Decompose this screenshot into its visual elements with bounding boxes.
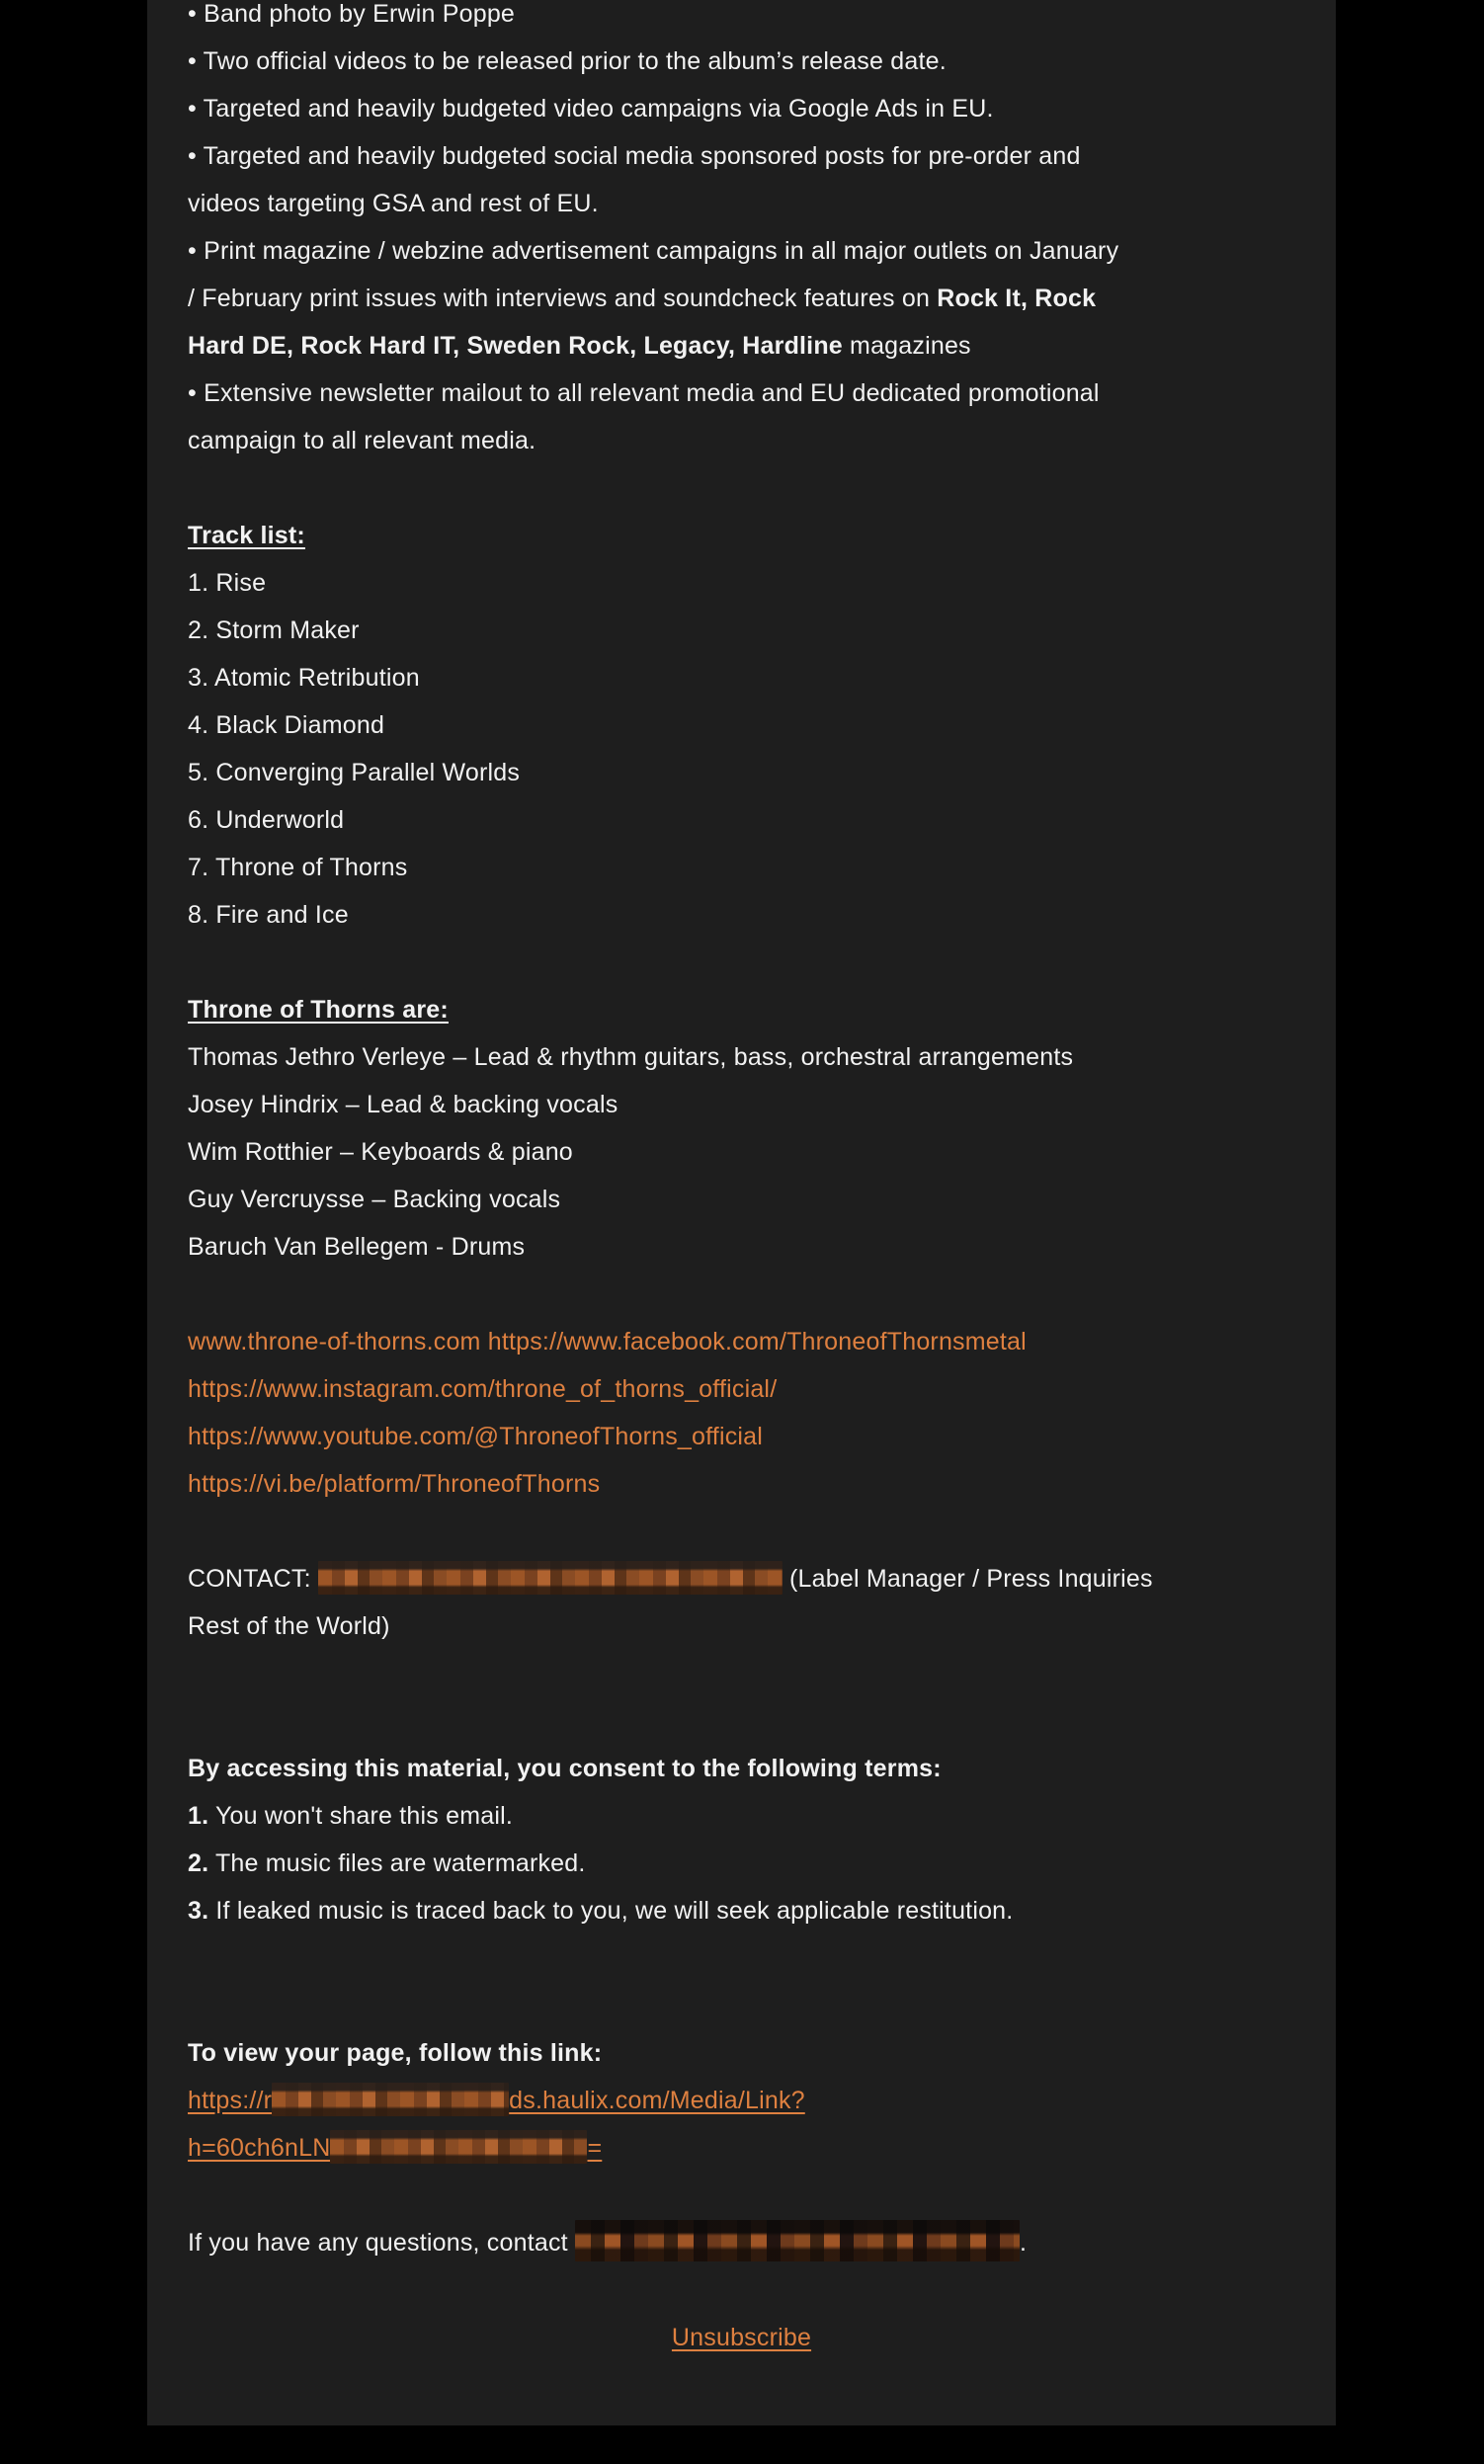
text-segment: Guy Vercruysse – Backing vocals — [188, 1186, 561, 1213]
text-line — [188, 2077, 1295, 2124]
text-line — [188, 2266, 1295, 2314]
text-segment: Hard DE, Rock Hard IT, Sweden Rock, Legacy, Hardline — [188, 332, 843, 360]
text-line — [188, 38, 1295, 85]
haulix-media-link[interactable]: ds.haulix.com/Media/Link? — [509, 2087, 805, 2114]
text-segment: . — [1019, 2229, 1028, 2257]
text-line — [188, 132, 1295, 180]
unsubscribe-link[interactable]: Unsubscribe — [671, 2324, 812, 2351]
text-segment: 3. Atomic Retribution — [188, 664, 420, 692]
text-line — [188, 796, 1295, 844]
text-segment: 8. Fire and Ice — [188, 901, 349, 929]
text-segment: If you have any questions, contact — [188, 2229, 575, 2257]
text-line — [188, 275, 1295, 322]
text-line — [188, 939, 1295, 986]
text-line — [188, 1982, 1295, 2029]
text-line — [188, 1223, 1295, 1271]
website-link[interactable]: www.throne-of-thorns.com — [188, 1328, 481, 1355]
text-line — [188, 1792, 1295, 1840]
text-segment: 4. Black Diamond — [188, 711, 385, 739]
redacted-contact-email[interactable] — [318, 1561, 783, 1595]
text-segment: 5. Converging Parallel Worlds — [188, 759, 521, 786]
text-segment — [481, 1328, 488, 1355]
text-segment: Track list: — [188, 522, 305, 549]
redacted-url-part — [272, 2083, 509, 2116]
text-line — [188, 85, 1295, 132]
text-line — [188, 2124, 1295, 2172]
text-segment: • Targeted and heavily budgeted social media sponsored posts for pre-order and — [188, 142, 1081, 170]
text-segment: 2. Storm Maker — [188, 616, 360, 644]
text-line — [188, 464, 1295, 512]
text-line — [188, 1508, 1295, 1555]
vibe-link[interactable]: https://vi.be/platform/ThroneofThorns — [188, 1470, 601, 1498]
text-line — [188, 1840, 1295, 1887]
redacted-support-email[interactable] — [575, 2220, 1020, 2261]
text-segment: videos targeting GSA and rest of EU. — [188, 190, 599, 217]
text-line — [188, 701, 1295, 749]
text-line — [188, 322, 1295, 370]
instagram-link[interactable]: https://www.instagram.com/throne_of_thorns_official/ — [188, 1375, 778, 1403]
text-segment: 1. — [188, 1802, 209, 1830]
text-line — [188, 2172, 1295, 2219]
text-segment: magazines — [842, 332, 971, 360]
text-segment: To view your page, follow this link: — [188, 2039, 603, 2067]
text-line — [188, 1365, 1295, 1413]
email-panel — [147, 0, 1336, 2425]
text-segment: CONTACT: — [188, 1565, 318, 1593]
text-segment: Josey Hindrix – Lead & backing vocals — [188, 1091, 618, 1118]
text-line — [188, 1650, 1295, 1697]
text-line — [188, 1555, 1295, 1602]
text-segment: 7. Throne of Thorns — [188, 854, 408, 881]
text-segment: You won't share this email. — [208, 1802, 514, 1830]
email-body — [188, 0, 1295, 2425]
text-segment: campaign to all relevant media. — [188, 427, 536, 454]
text-line — [188, 1887, 1295, 1934]
text-line — [188, 1318, 1295, 1365]
haulix-media-link[interactable]: h=60ch6nLN — [188, 2134, 331, 2162]
text-segment: • Band photo by Erwin Poppe — [188, 0, 516, 28]
track-list-heading — [188, 512, 1295, 559]
youtube-link[interactable]: https://www.youtube.com/@ThroneofThorns_official — [188, 1423, 764, 1450]
text-segment: / February print issues with interviews and soundcheck features on — [188, 285, 938, 312]
text-line — [188, 607, 1295, 654]
text-segment: Rest of the World) — [188, 1612, 390, 1640]
text-line — [188, 1460, 1295, 1508]
text-line — [188, 1602, 1295, 1650]
text-line — [188, 1697, 1295, 1745]
text-segment: 1. Rise — [188, 569, 267, 597]
text-segment: Throne of Thorns are: — [188, 996, 449, 1024]
text-segment: Thomas Jethro Verleye – Lead & rhythm guitars, bass, orchestral arrangements — [188, 1043, 1074, 1071]
text-segment: (Label Manager / Press Inquiries — [782, 1565, 1153, 1593]
text-segment: Wim Rotthier – Keyboards & piano — [188, 1138, 573, 1166]
view-page-heading — [188, 2029, 1295, 2077]
text-line — [188, 2409, 1295, 2425]
text-line — [188, 1081, 1295, 1128]
facebook-link[interactable]: https://www.facebook.com/ThroneofThornsmetal — [487, 1328, 1027, 1355]
text-segment: Rock It, Rock — [937, 285, 1097, 312]
text-line — [188, 1934, 1295, 1982]
text-line — [188, 749, 1295, 796]
text-line — [188, 1033, 1295, 1081]
terms-heading — [188, 1745, 1295, 1792]
text-segment: • Targeted and heavily budgeted video campaigns via Google Ads in EU. — [188, 95, 994, 123]
text-line — [188, 227, 1295, 275]
text-segment: • Print magazine / webzine advertisement campaigns in all major outlets on January — [188, 237, 1119, 265]
redacted-url-part — [330, 2130, 587, 2164]
text-line — [188, 417, 1295, 464]
text-line — [188, 1128, 1295, 1176]
text-line — [188, 654, 1295, 701]
text-line — [188, 891, 1295, 939]
text-segment: • Two official videos to be released prior to the album’s release date. — [188, 47, 947, 75]
text-segment: 2. — [188, 1849, 209, 1877]
text-line — [188, 1271, 1295, 1318]
text-line — [188, 559, 1295, 607]
text-line — [188, 180, 1295, 227]
haulix-media-link[interactable]: https://r — [188, 2087, 273, 2114]
text-line — [188, 844, 1295, 891]
text-line — [188, 2219, 1295, 2266]
text-line — [188, 1413, 1295, 1460]
text-line — [188, 0, 1295, 38]
text-segment: The music files are watermarked. — [208, 1849, 586, 1877]
text-line — [188, 2361, 1295, 2409]
text-line — [188, 1176, 1295, 1223]
text-line — [188, 2314, 1295, 2361]
text-segment: By accessing this material, you consent to the following terms: — [188, 1755, 942, 1782]
text-line — [188, 370, 1295, 417]
text-segment: • Extensive newsletter mailout to all relevant media and EU dedicated promotional — [188, 379, 1100, 407]
haulix-media-link[interactable]: = — [587, 2134, 603, 2162]
text-segment: If leaked music is traced back to you, we will seek applicable restitution. — [208, 1897, 1014, 1925]
text-segment: 6. Underworld — [188, 806, 345, 834]
band-members-heading — [188, 986, 1295, 1033]
text-segment: 3. — [188, 1897, 209, 1925]
text-segment: Baruch Van Bellegem - Drums — [188, 1233, 526, 1261]
